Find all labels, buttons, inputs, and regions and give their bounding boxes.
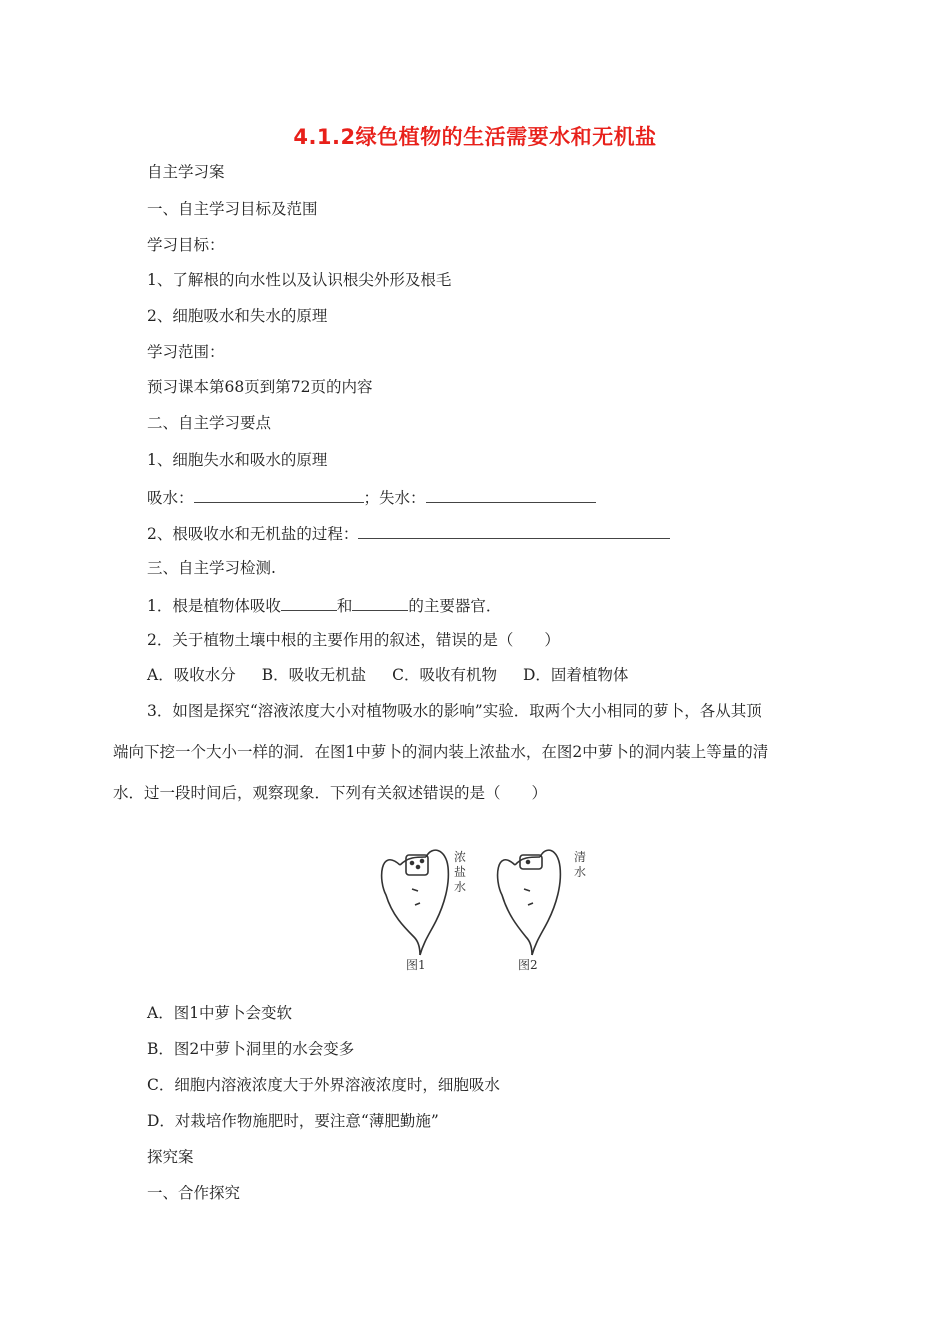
absorb-lose-line [147, 486, 596, 508]
q3-option-d[interactable]: D．对栽培作物施肥时，要注意“薄肥勤施” [147, 1112, 439, 1130]
section-self-study: 自主学习案 [147, 163, 225, 181]
fig2-caption: 图2 [518, 958, 538, 972]
q3-option-c[interactable]: C．细胞内溶液浓度大于外界溶液浓度时，细胞吸水 [147, 1076, 500, 1094]
q2-option-c[interactable]: C．吸收有机物 [392, 666, 497, 684]
q1-blank-2[interactable] [352, 594, 408, 611]
radish-2-outline-right [532, 850, 560, 955]
fig1-label-char-3: 水 [454, 880, 467, 894]
radish-1-outline [382, 860, 420, 955]
q2-option-b[interactable]: B．吸收无机盐 [261, 666, 367, 684]
q3-line-2: 端向下挖一个大小一样的洞．在图1中萝卜的洞内装上浓盐水，在图2中萝卜的洞内装上等量的清 [113, 743, 769, 761]
part2-heading: 二、自主学习要点 [147, 414, 272, 432]
radish-2-outline [498, 860, 532, 955]
lose-label: ；失水： [363, 489, 426, 507]
q3-option-a[interactable]: A．图1中萝卜会变软 [147, 1004, 293, 1022]
section-explore: 探究案 [147, 1148, 194, 1166]
scope-label: 学习范围： [147, 343, 225, 361]
goal-2: 2、细胞吸水和失水的原理 [147, 307, 328, 325]
process-blank[interactable] [358, 522, 670, 539]
lose-blank[interactable] [426, 486, 596, 503]
q1-blank-1[interactable] [281, 594, 337, 611]
fig1-label-char-2: 盐 [454, 865, 467, 879]
goal-1: 1、了解根的向水性以及认识根尖外形及根毛 [147, 271, 452, 289]
point-2: 2、根吸收水和无机盐的过程： [147, 525, 359, 543]
radish-1-outline-right [420, 850, 448, 955]
goals-label: 学习目标： [147, 236, 225, 254]
q2-option-a[interactable]: A．吸收水分 [147, 666, 236, 684]
question-2: 2．关于植物土壤中根的主要作用的叙述，错误的是（ ） [147, 631, 560, 649]
question-3 [113, 691, 833, 814]
fig1-caption: 图1 [406, 958, 426, 972]
q2-option-d[interactable]: D．固着植物体 [522, 666, 629, 684]
fig1-label-char-1: 浓 [454, 850, 467, 864]
radish-figure-1 [382, 850, 449, 955]
part1-heading: 一、自主学习目标及范围 [147, 200, 318, 218]
radish-figure-2 [498, 850, 561, 955]
part3-heading: 三、自主学习检测. [147, 559, 276, 577]
fig2-label-char-1: 清 [574, 850, 587, 864]
q3-option-b[interactable]: B．图2中萝卜洞里的水会变多 [147, 1040, 355, 1058]
fig2-label-char-2: 水 [574, 865, 587, 879]
page-title: 4.1.2绿色植物的生活需要水和无机盐 [293, 125, 657, 149]
q2-options [147, 665, 654, 685]
absorb-label: 吸水： [147, 489, 194, 507]
q3-line-1: 3．如图是探究“溶液浓度大小对植物吸水的影响”实验．取两个大小相同的萝卜，各从其顶 [147, 702, 762, 720]
scope-text: 预习课本第68页到第72页的内容 [147, 378, 373, 396]
absorb-blank[interactable] [194, 486, 364, 503]
point-2-line [147, 522, 670, 544]
point-1: 1、细胞失水和吸水的原理 [147, 451, 328, 469]
q3-line-3: 水．过一段时间后，观察现象．下列有关叙述错误的是（ ） [113, 784, 548, 802]
question-1: 1．根是植物体吸收 和 的主要器官． [147, 594, 501, 616]
radish-experiment-figure [360, 835, 610, 975]
explore-heading: 一、合作探究 [147, 1184, 241, 1202]
